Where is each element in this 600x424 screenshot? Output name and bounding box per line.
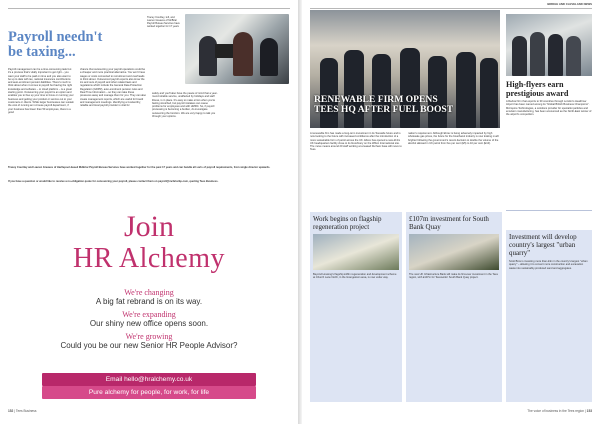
right-page-number: 153 bbox=[586, 409, 592, 413]
divider bbox=[506, 210, 592, 211]
box1-text: Beyond Housing's flagship £18m regeneration and development scheme at Church Lane North, in the Grangetown area, is now under way. bbox=[313, 273, 397, 280]
ad-growing-text: Could you be our new Senior HR People Advisor? bbox=[60, 341, 238, 350]
office-photo bbox=[185, 14, 289, 84]
box-investment bbox=[406, 212, 502, 402]
award-photo bbox=[506, 14, 592, 76]
article-col-3: safety and you'll also have the peace of mind that a year-round reliable service, unaffected by holidays and staff illness, is in place. It's easy to make errors when you're feeling stretched, but payroll mistakes can cause problems for employees and with HMRC. So, if payroll processing is becoming a burden, do investigate outsourcing the function. We are very happy to talk you through your options. bbox=[152, 92, 218, 119]
left-magazine-name: Tees Business bbox=[15, 409, 37, 413]
ad-expanding-text: Our shiny new office opens soon. bbox=[89, 319, 209, 328]
article-col-2: chance that outsourcing your payroll operations could be a cheaper and more practical alternative. You won't have wages or costs connected to recruitment and overheads to think about. Outsourced payroll experts also know the ins and outs of payroll and other related laws and regulations which include the General Data Protection Regulation (GDPR), auto-enrolment pension rules and Real Time Information – so they can take these pressures away and manage them for you. They can also create management reports, which are useful for board and management meetings. Identifying a trustworthy, reliable and local payroll provider is vital for bbox=[80, 68, 146, 108]
left-page bbox=[0, 0, 298, 424]
box2-title: £107m investment for South Bank Quay bbox=[409, 215, 489, 231]
ad-expanding-heading: We're expanding bbox=[122, 310, 176, 319]
ad-brand-heading: HR Alchemy bbox=[73, 243, 225, 274]
ad-changing-heading: We're changing bbox=[124, 288, 174, 297]
article-credit: Tracey Courtley and Lauren Greaves of Hartlepool-based McBriar Payroll Bureau Services have worked together for the past 17 years and can handle all sorts of payroll requirements, from single director upwards. bbox=[8, 166, 271, 169]
top-rule bbox=[8, 8, 290, 9]
box-urban-quarry bbox=[506, 230, 592, 402]
hero-headline: RENEWABLE FIRM OPENS TEES HQ AFTER FUEL BOOST bbox=[314, 94, 454, 115]
ad-tagline: Pure alchemy for people, for work, for life bbox=[42, 386, 256, 399]
box1-title: Work begins on flagship regeneration project bbox=[313, 215, 382, 231]
left-page-number: 152 bbox=[8, 409, 14, 413]
box3-title: Investment will develop country's largest "urban quarry" bbox=[509, 233, 577, 257]
box2-text: The new UK Infrastructure Bank will make its first-ever investment in the Tees region, with £107m for Teesworks' South Bank Quay project. bbox=[409, 273, 498, 280]
top-rule bbox=[310, 8, 592, 9]
right-footer: The voice of business in the Tees region | 153 bbox=[527, 409, 592, 413]
box3-text: Scott Bros is investing more than £4m in the country's largest "urban quarry" – allowing it to convert more construction and excavation waste into sustainably-produced sand and aggregates. bbox=[509, 260, 588, 270]
award-text: A Redcar firm that exports to 30 countries through London's Heathrow Airport has been named among its "Global British Business Champions". Micropore Technologies, a solutions provider for specialist particles and emulsion manufacturing, has been announced as the North-East winner of the airport's competition. bbox=[506, 100, 592, 117]
photo-caption: Tracey Courtley, left, and Lauren Greaves of McBriar Payroll Bureau Services have worked together for 17 years bbox=[147, 16, 180, 29]
ad-body bbox=[0, 288, 298, 354]
main-col-2: nation's requirement. Although Ebrex is being adversely impacted by high wholesale gas prices, the future for the bioethanol industry is now looking much brighter following the government's recent decision to double the volume of the alcohol allowed in UK petrol from five per cent (E5) to 10 per cent (E10). bbox=[408, 132, 500, 145]
article-col-1: Payroll management can be a time-consuming task but it's a process that's vitally important to get right – you want your staff to be paid on time and you also want to be up to date with tax, national insurance contributions and auto-enrolment pension liabilities. There's much to think about when it comes to payroll but having the right knowledge and software – or cloud platform – is a great starting point. Outsourcing your payroll is an option and enables you to free up your time to focus on running your business and getting your product or service out to your customers or clients. While larger businesses can sustain the cost of running an in-house payroll department, if your business has fewer than 50 employees, there is a good bbox=[8, 68, 74, 114]
article-contact: If you have a question or would like to receive a no-obligation quote for outsourcing your payroll, please contact them on payroll@mcbriarbp.com, quoting Tees Business. bbox=[8, 180, 219, 183]
ad-join-heading: Join bbox=[123, 210, 174, 243]
box-regeneration bbox=[310, 212, 402, 402]
main-col-1: A renewable firm has made a long-term investment in its Teesside future and is now looking to the future with increased confidence after the introduction of a more sustainable form of petrol across the UK. Ebrex has opened a new £13m UK headquarters facility close to its biorefinery on the Wilton International site. The move means around 20 staff working at a leased Durham base will move to Tees. bbox=[310, 132, 402, 152]
ad-changing-text: A big fat rebrand is on its way. bbox=[95, 297, 203, 306]
box2-photo bbox=[409, 234, 499, 270]
ad-growing-heading: We're growing bbox=[125, 332, 173, 341]
article-title: Payroll needn't be taxing... bbox=[8, 29, 103, 60]
left-footer: 152 | Tees Business bbox=[8, 409, 37, 413]
ad-email-link[interactable]: Email hello@hralchemy.co.uk bbox=[42, 373, 256, 386]
right-footer-text: The voice of business in the Tees region bbox=[527, 409, 585, 413]
award-headline: High-flyers earn prestigious award bbox=[506, 80, 569, 98]
right-page bbox=[302, 0, 600, 424]
section-header: BRIDGE AND CLEVELAND NEWS bbox=[547, 2, 592, 6]
box1-photo bbox=[313, 234, 399, 270]
